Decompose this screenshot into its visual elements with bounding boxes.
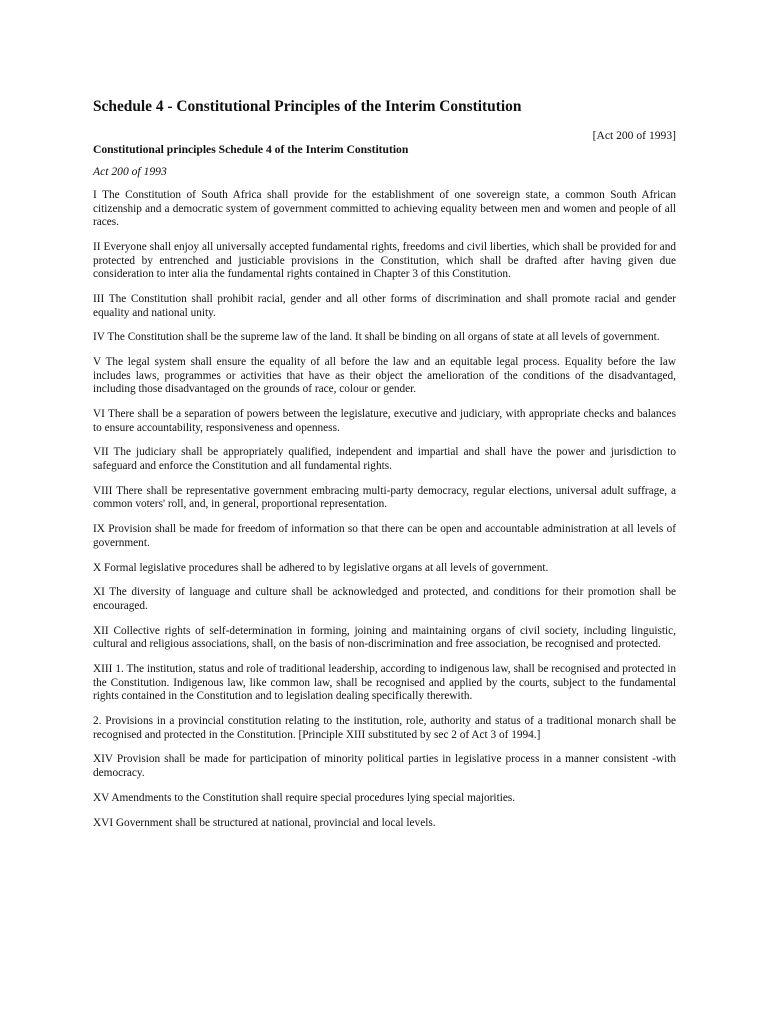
principle-xi: XI The diversity of language and culture shall be acknowledged and protected, and conditions for their promotion shall be encouraged. [93, 586, 676, 612]
principle-vi: VI There shall be a separation of powers between the legislature, executive and judiciary, with appropriate checks and balances to ensure accountability, responsiveness and openness. [93, 408, 676, 434]
act-reference: [Act 200 of 1993] [592, 129, 676, 142]
document-subtitle: Constitutional principles Schedule 4 of the Interim Constitution [93, 143, 409, 156]
document-title: Schedule 4 - Constitutional Principles of the Interim Constitution [93, 98, 522, 115]
principle-xiv: XIV Provision shall be made for participation of minority political parties in legislative process in a manner consistent -with democracy. [93, 753, 676, 780]
principle-vii: VII The judiciary shall be appropriately qualified, independent and impartial and shall have the power and jurisdiction to safeguard and enforce the Constitution and all fundamental rights. [93, 446, 676, 473]
principle-v: V The legal system shall ensure the equality of all before the law and an equitable legal process. Equality before the law includes laws, programmes or activities that have as their object the amelioration of the conditions of the disadvantaged, including those disadvantaged on the grounds of race, colour or gender. [93, 356, 676, 396]
principle-iv: IV The Constitution shall be the supreme law of the land. It shall be binding on all organs of state at all levels of government. [93, 331, 660, 344]
act-italic-label: Act 200 of 1993 [93, 165, 167, 178]
principle-x: X Formal legislative procedures shall be adhered to by legislative organs at all levels of government. [93, 561, 549, 574]
principle-xv: XV Amendments to the Constitution shall require special procedures lying special majorities. [93, 791, 516, 804]
principle-iii: III The Constitution shall prohibit racial, gender and all other forms of discrimination and shall promote racial and gender equality and national unity. [93, 292, 676, 319]
document-page [93, 98, 676, 841]
principle-i: I The Constitution of South Africa shall provide for the establishment of one sovereign state, a common South African citizenship and a democratic system of government committed to achieving equality between men and women and people of all races. [93, 189, 676, 229]
principle-xiii-2: 2. Provisions in a provincial constitution relating to the institution, role, authority and status of a traditional monarch shall be recognised and protected in the Constitution. [Principle XIII substituted by sec 2 of Act 3 of 1994.] [93, 715, 676, 741]
principle-xiii-1: XIII 1. The institution, status and role of traditional leadership, according to indigenous law, shall be recognised and protected in the Constitution. Indigenous law, like common law, shall be recognised and applied by the courts, subject to the fundamental rights contained in the Constitution and to legislation dealing specifically therewith. [93, 663, 676, 703]
principle-viii: VIII There shall be representative government embracing multi-party democracy, regular elections, universal adult suffrage, a common voters' roll, and, in general, proportional representation. [93, 484, 676, 511]
principle-xvi: XVI Government shall be structured at national, provincial and local levels. [93, 816, 436, 829]
principle-ix: IX Provision shall be made for freedom of information so that there can be open and accountable administration at all levels of government. [93, 523, 676, 549]
principle-ii: II Everyone shall enjoy all universally accepted fundamental rights, freedoms and civil liberties, which shall be provided for and protected by entrenched and justiciable provisions in the Constitution, which shall be drafted after having given due consideration to inter alia the fundamental rights contained in Chapter 3 of this Constitution. [93, 240, 676, 281]
principle-xii: XII Collective rights of self-determination in forming, joining and maintaining organs of civil society, including linguistic, cultural and religious associations, shall, on the basis of non-discrimination and free association, be recognised and protected. [93, 624, 676, 651]
